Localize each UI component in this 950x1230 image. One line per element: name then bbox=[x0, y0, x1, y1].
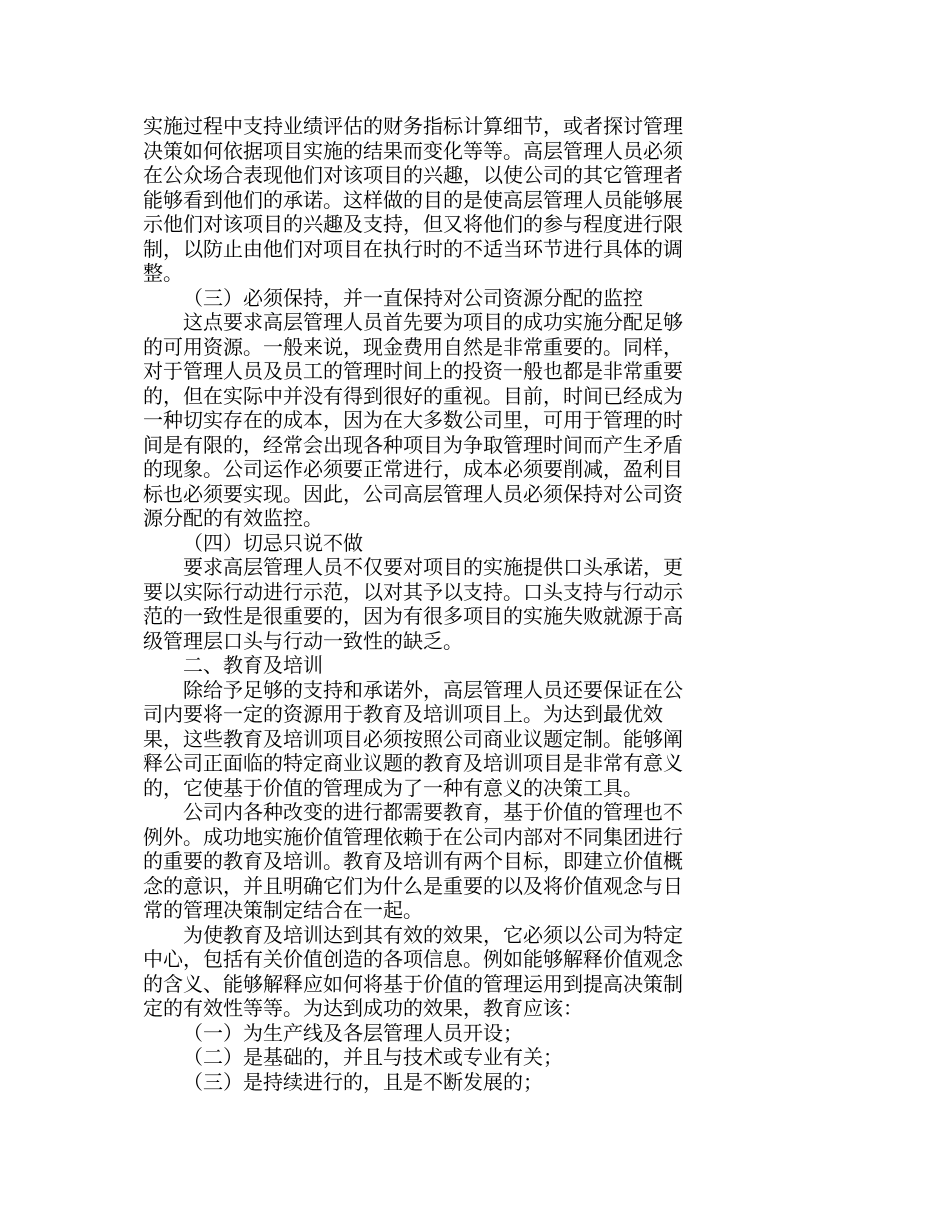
text-line: 在公众场合表现他们对该项目的兴趣，以使公司的其它管理者 bbox=[143, 163, 683, 187]
text-line: 制，以防止由他们对项目在执行时的不适当环节进行具体的调 bbox=[143, 236, 683, 261]
text-line: 中心，包括有关价值创造的各项信息。例如能够解释价值观念 bbox=[143, 947, 683, 971]
text-line: （一）为生产线及各层管理人员开设； bbox=[183, 1020, 523, 1045]
text-line: 的含义、能够解释应如何将基于价值的管理运用到提高决策制 bbox=[143, 971, 683, 996]
text-line: 为使教育及培训达到其有效的效果，它必须以公司为特定 bbox=[183, 922, 683, 947]
text-line: 定的有效性等等。为达到成功的效果，教育应该： bbox=[143, 996, 583, 1020]
text-line: 要求高层管理人员不仅要对项目的实施提供口头承诺，更 bbox=[183, 555, 683, 579]
text-line: 间是有限的，经常会出现各种项目为争取管理时间而产生矛盾 bbox=[143, 432, 683, 457]
text-line: （四）切忌只说不做 bbox=[183, 530, 363, 555]
text-line: 要以实际行动进行示范，以对其予以支持。口头支持与行动示 bbox=[143, 579, 683, 604]
text-line: 决策如何依据项目实施的结果而变化等等。高层管理人员必须 bbox=[143, 138, 683, 163]
text-line: 源分配的有效监控。 bbox=[143, 506, 323, 530]
text-line: （三）是持续进行的，且是不断发展的； bbox=[183, 1069, 543, 1094]
text-line: 释公司正面临的特定商业议题的教育及培训项目是非常有意义 bbox=[143, 751, 683, 775]
text-line: 示他们对该项目的兴趣及支持，但又将他们的参与程度进行限 bbox=[143, 212, 683, 236]
text-line: 除给予足够的支持和承诺外，高层管理人员还要保证在公 bbox=[183, 677, 683, 702]
text-line: 例外。成功地实施价值管理依赖于在公司内部对不同集团进行 bbox=[143, 824, 683, 849]
text-line: 的，它使基于价值的管理成为了一种有意义的决策工具。 bbox=[143, 775, 643, 800]
text-line: 的重要的教育及培训。教育及培训有两个目标，即建立价值概 bbox=[143, 849, 683, 873]
text-line: 果，这些教育及培训项目必须按照公司商业议题定制。能够阐 bbox=[143, 726, 683, 751]
text-line: 级管理层口头与行动一致性的缺乏。 bbox=[143, 628, 463, 653]
text-line: 能够看到他们的承诺。这样做的目的是使高层管理人员能够展 bbox=[143, 187, 683, 212]
body-text bbox=[143, 114, 743, 1094]
text-line: （二）是基础的，并且与技术或专业有关； bbox=[183, 1045, 563, 1069]
text-line: 司内要将一定的资源用于教育及培训项目上。为达到最优效 bbox=[143, 702, 663, 726]
text-line: 念的意识，并且明确它们为什么是重要的以及将价值观念与日 bbox=[143, 873, 683, 898]
text-line: （三）必须保持，并一直保持对公司资源分配的监控 bbox=[183, 285, 643, 310]
text-line: 的现象。公司运作必须要正常进行，成本必须要削减，盈利目 bbox=[143, 457, 683, 481]
text-line: 整。 bbox=[143, 261, 183, 285]
text-line: 一种切实存在的成本，因为在大多数公司里，可用于管理的时 bbox=[143, 408, 683, 432]
text-line: 二、教育及培训 bbox=[183, 653, 323, 677]
text-line: 公司内各种改变的进行都需要教育，基于价值的管理也不 bbox=[183, 800, 683, 824]
text-line: 对于管理人员及员工的管理时间上的投资一般也都是非常重要 bbox=[143, 359, 683, 383]
text-line: 这点要求高层管理人员首先要为项目的成功实施分配足够 bbox=[183, 310, 683, 334]
text-line: 实施过程中支持业绩评估的财务指标计算细节，或者探讨管理 bbox=[143, 114, 683, 138]
text-line: 范的一致性是很重要的，因为有很多项目的实施失败就源于高 bbox=[143, 604, 683, 628]
text-line: 的，但在实际中并没有得到很好的重视。目前，时间已经成为 bbox=[143, 383, 683, 408]
text-line: 标也必须要实现。因此，公司高层管理人员必须保持对公司资 bbox=[143, 481, 683, 506]
text-line: 常的管理决策制定结合在一起。 bbox=[143, 898, 423, 922]
text-line: 的可用资源。一般来说，现金费用自然是非常重要的。同样， bbox=[143, 334, 683, 359]
